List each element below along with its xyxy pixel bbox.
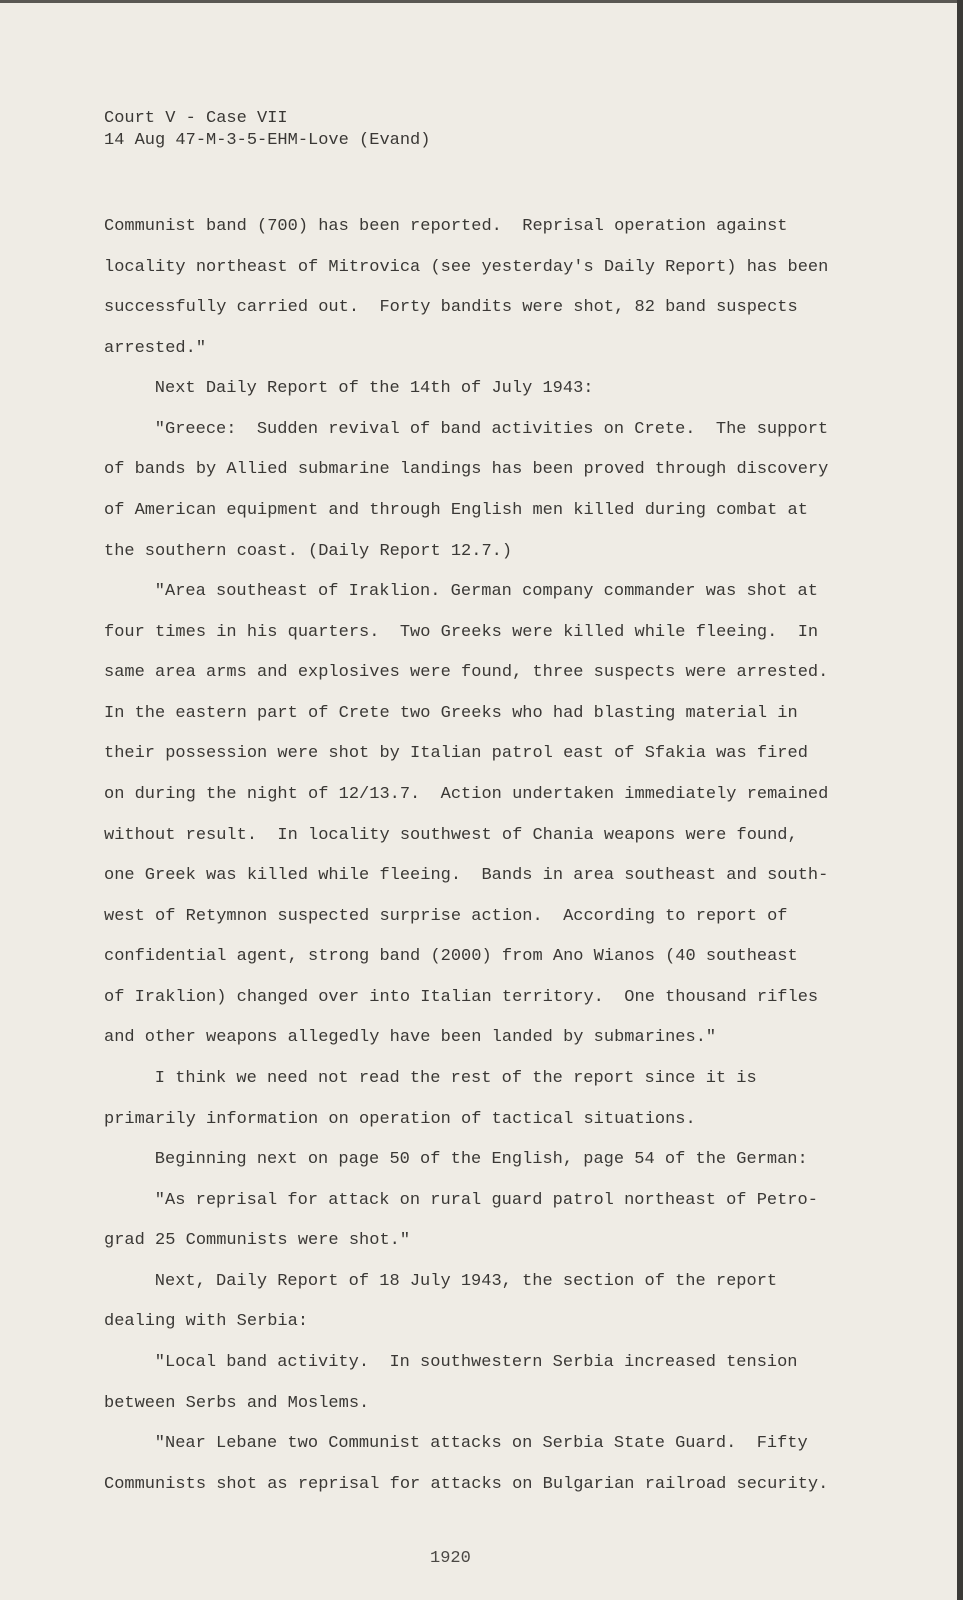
body-line: between Serbs and Moslems. (104, 1394, 370, 1413)
body-line: "Greece: Sudden revival of band activities on Crete. The support (114, 420, 829, 439)
body-line: without result. In locality southwest of Chania weapons were found, (104, 826, 798, 845)
body-line: locality northeast of Mitrovica (see yesterday's Daily Report) has been (104, 258, 829, 277)
body-line: I think we need not read the rest of the report since it is (114, 1069, 757, 1088)
body-line: "As reprisal for attack on rural guard patrol northeast of Petro- (114, 1191, 818, 1210)
body-line: of American equipment and through English men killed during combat at (104, 501, 808, 520)
body-line: the southern coast. (Daily Report 12.7.) (104, 542, 513, 561)
body-line: successfully carried out. Forty bandits were shot, 82 band suspects (104, 298, 798, 317)
header-date-reference: 14 Aug 47-M-3-5-EHM-Love (Evand) (104, 131, 431, 150)
body-line: In the eastern part of Crete two Greeks who had blasting material in (104, 704, 798, 723)
body-line: one Greek was killed while fleeing. Bands in area southeast and south- (104, 866, 829, 885)
body-line: of bands by Allied submarine landings has been proved through discovery (104, 460, 829, 479)
body-line: Communists shot as reprisal for attacks on Bulgarian railroad security. (104, 1475, 829, 1494)
body-line: Next, Daily Report of 18 July 1943, the section of the report (114, 1272, 778, 1291)
body-line: arrested." (104, 339, 207, 358)
page-number: 1920 (430, 1549, 471, 1568)
body-line: grad 25 Communists were shot." (104, 1231, 411, 1250)
body-line: of Iraklion) changed over into Italian territory. One thousand rifles (104, 988, 819, 1007)
scan-right-edge (957, 0, 963, 1600)
header-court-case: Court V - Case VII (104, 109, 288, 128)
body-line: primarily information on operation of tactical situations. (104, 1110, 696, 1129)
body-line: on during the night of 12/13.7. Action undertaken immediately remained (104, 785, 829, 804)
body-line: same area arms and explosives were found, three suspects were arrested. (104, 663, 829, 682)
body-line: their possession were shot by Italian patrol east of Sfakia was fired (104, 744, 808, 763)
body-line: "Area southeast of Iraklion. German company commander was shot at (114, 582, 818, 601)
body-line: dealing with Serbia: (104, 1312, 309, 1331)
body-line: Communist band (700) has been reported. Reprisal operation against (104, 217, 788, 236)
scan-top-edge (0, 0, 963, 3)
body-line: Beginning next on page 50 of the English, page 54 of the German: (114, 1150, 808, 1169)
body-line: four times in his quarters. Two Greeks were killed while fleeing. In (104, 623, 819, 642)
body-line: and other weapons allegedly have been landed by submarines." (104, 1028, 717, 1047)
body-line: "Local band activity. In southwestern Serbia increased tension (114, 1353, 798, 1372)
body-line: "Near Lebane two Communist attacks on Serbia State Guard. Fifty (114, 1434, 808, 1453)
body-line: west of Retymnon suspected surprise action. According to report of (104, 907, 788, 926)
body-line: confidential agent, strong band (2000) from Ano Wianos (40 southeast (104, 947, 798, 966)
body-line: Next Daily Report of the 14th of July 1943: (114, 379, 594, 398)
document-header (104, 108, 430, 152)
